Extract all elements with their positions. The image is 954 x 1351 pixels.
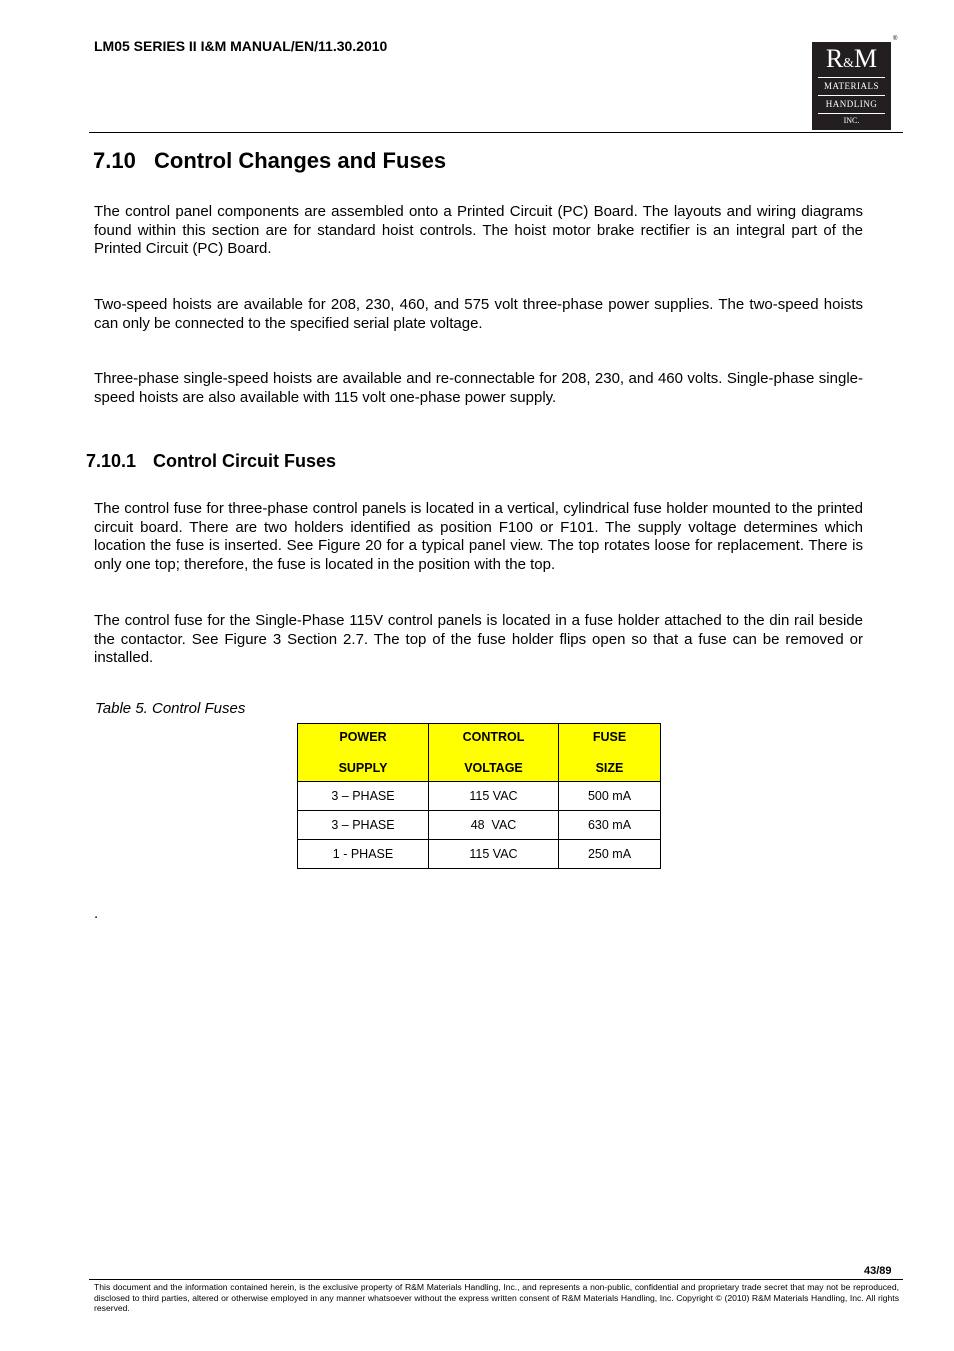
table-row [298, 782, 661, 811]
stray-period: . [94, 905, 99, 922]
table-cell: 250 mA [559, 840, 661, 869]
header-fuse-size [559, 724, 661, 782]
paragraph-three-phase-fuse: The control fuse for three-phase control panels is located in a vertical, cylindrical fuse holder mounted to the printed circuit board. There are two holders identified as position F100 or F101. The supply voltage determines which location the fuse is inserted. See Figure 20 for a typical panel view. The top rotates loose for replacement. There is only one top; therefore, the fuse is located in the position with the top. [94, 500, 863, 573]
document-code: LM05 SERIES II I&M MANUAL/EN/11.30.2010 [94, 38, 388, 54]
table-row [298, 840, 661, 869]
subsection-heading [86, 451, 336, 472]
logo-monogram [812, 46, 891, 77]
table-cell: 1 - PHASE [298, 840, 429, 869]
footer-legal-text: This document and the information contained herein, is the exclusive property of R&M Materials Handling, Inc., and represents a non-public, confidential and proprietary trade secret that may not be reproduced, disclosed to third parties, altered or otherwise employed in any manner whatsoever without the express written consent of R&M Materials Handling, Inc. Copyright © (2010) R&M Materials Handling, Inc. All rights reserved. [94, 1282, 899, 1314]
subsection-title: Control Circuit Fuses [153, 451, 337, 471]
logo-line-materials: MATERIALS [823, 81, 879, 91]
header-line: CONTROL [462, 730, 525, 744]
header-control-voltage [429, 724, 559, 782]
control-fuses-table [297, 723, 661, 869]
paragraph-single-phase-fuse: The control fuse for the Single-Phase 115V control panels is located in a fuse holder attached to the din rail beside the contactor. See Figure 3 Section 2.7. The top of the fuse holder flips open so that a fuse can be removed or installed. [94, 612, 863, 666]
table-header-row [298, 724, 661, 782]
table-cell: 3 – PHASE [298, 811, 429, 840]
paragraph-two-speed: Two-speed hoists are available for 208, 230, 460, and 575 volt three-phase power supplies. The two-speed hoists can only be connected to the specified serial plate voltage. [94, 296, 863, 332]
table-cell: 630 mA [559, 811, 661, 840]
logo-line-inc: INC. [843, 116, 860, 125]
header-line: SIZE [595, 761, 624, 775]
table-row [298, 811, 661, 840]
table-cell: 3 – PHASE [298, 782, 429, 811]
company-logo [812, 42, 891, 130]
header-line: SUPPLY [338, 761, 388, 775]
table-caption: Table 5. Control Fuses [95, 700, 246, 717]
table-cell: 48 VAC [429, 811, 559, 840]
header-line: POWER [339, 730, 387, 744]
footer-divider [89, 1279, 903, 1280]
paragraph-single-speed: Three-phase single-speed hoists are available and re-connectable for 208, 230, and 460 volts. Single-phase single-speed hoists are also available with 115 volt one-phase power supply. [94, 370, 863, 406]
section-number: 7.10 [93, 148, 136, 173]
section-title: Control Changes and Fuses [154, 148, 447, 173]
subsection-number: 7.10.1 [86, 451, 137, 471]
header-power-supply [298, 724, 429, 782]
paragraph-intro: The control panel components are assembled onto a Printed Circuit (PC) Board. The layouts and wiring diagrams found within this section are for standard hoist controls. The hoist motor brake rectifier is an integral part of the Printed Circuit (PC) Board. [94, 203, 863, 257]
logo-r: R [825, 44, 844, 73]
logo-line-handling: HANDLING [825, 99, 878, 109]
section-heading [93, 148, 446, 174]
header-line: VOLTAGE [464, 761, 523, 775]
header-line: FUSE [592, 730, 627, 744]
registered-mark: ® [893, 36, 898, 42]
header-divider [89, 132, 903, 133]
table-cell: 115 VAC [429, 840, 559, 869]
page-number: 43/89 [864, 1265, 892, 1277]
logo-m: M [854, 44, 878, 73]
table-cell: 115 VAC [429, 782, 559, 811]
logo-amp: & [843, 56, 855, 71]
table-cell: 500 mA [559, 782, 661, 811]
